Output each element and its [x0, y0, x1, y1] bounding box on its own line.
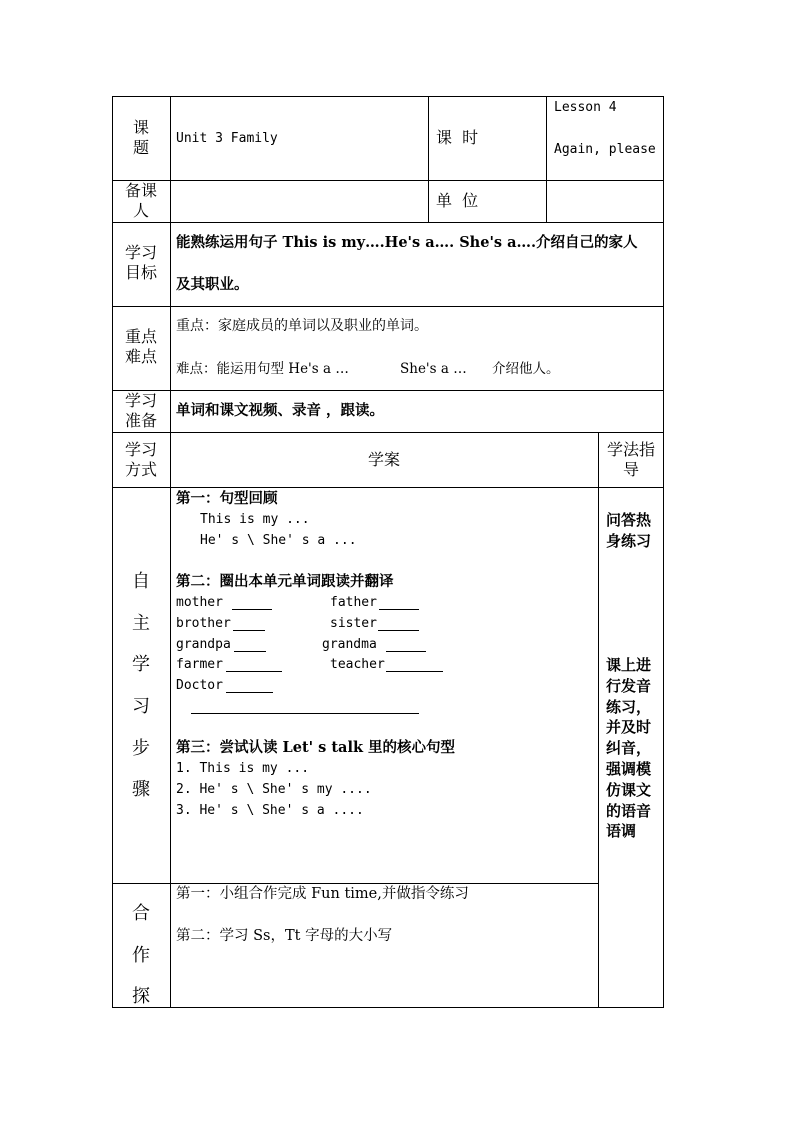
- ke-shi-label: 课 时: [436, 128, 479, 147]
- word-sister: sister: [330, 616, 377, 631]
- prep-label: 学习 准备: [124, 391, 157, 430]
- lesson-line2: Again, please: [554, 142, 656, 157]
- word-teacher: teacher: [330, 657, 385, 672]
- keypoints-label: 重点 难点: [124, 327, 157, 366]
- table-border-bottom: [112, 1007, 664, 1008]
- word-mother: mother: [176, 595, 223, 610]
- row-line-5: [112, 432, 664, 433]
- col-line-label: [170, 96, 171, 1008]
- row-line-1: [112, 180, 664, 181]
- row-line-6: [112, 487, 664, 488]
- row-line-2: [112, 222, 664, 223]
- blank-mother[interactable]: [232, 609, 272, 610]
- cooperate-char-2: 作: [132, 945, 150, 966]
- word-farmer: farmer: [176, 657, 223, 672]
- word-grandma: grandma: [322, 637, 377, 652]
- table-border-left: [112, 96, 113, 1008]
- cooperate-line1: 第一：小组合作完成 Fun time,并做指令练习: [176, 886, 469, 902]
- step1-line2: He' s \ She' s a ...: [200, 533, 357, 548]
- goal-line2: 及其职业。: [176, 276, 249, 293]
- step2-title: 第二：圈出本单元单词跟读并翻译: [176, 573, 394, 590]
- goal-label: 学习 目标: [124, 243, 157, 282]
- blank-brother[interactable]: [233, 630, 265, 631]
- keypoints-zhongdian: 重点：家庭成员的单词以及职业的单词。: [176, 318, 428, 334]
- blank-teacher[interactable]: [386, 671, 443, 672]
- mode-label: 学习 方式: [124, 440, 157, 479]
- blank-grandpa[interactable]: [234, 651, 266, 652]
- col-line-mid: [428, 96, 429, 222]
- word-father: father: [330, 595, 377, 610]
- cooperate-char-1: 合: [132, 903, 150, 924]
- step1-title: 第一：句型回顾: [176, 490, 278, 507]
- self-study-char-6: 骤: [132, 779, 150, 800]
- self-study-char-5: 步: [132, 738, 150, 759]
- lesson-line1: Lesson 4: [554, 100, 617, 115]
- cooperate-char-3: 探: [132, 986, 150, 1007]
- unit-title: Unit 3 Family: [176, 131, 278, 146]
- table-border-top: [112, 96, 664, 97]
- word-grandpa: grandpa: [176, 637, 231, 652]
- blank-sister[interactable]: [378, 630, 419, 631]
- step3-item-2: 2. He' s \ She' s my ....: [176, 782, 372, 797]
- self-study-char-3: 学: [132, 654, 150, 675]
- bei-ke-ren-label: 备课 人: [124, 181, 157, 220]
- step3-item-3: 3. He' s \ She' s a ....: [176, 803, 364, 818]
- blank-father[interactable]: [379, 609, 419, 610]
- prep-text: 单词和课文视频、录音 ，跟读。: [176, 402, 385, 419]
- guide-pronunciation: 课上进 行发音 练习， 并及时 纠音， 强调模 仿课文 的语音 语调: [606, 656, 652, 841]
- blank-farmer[interactable]: [226, 671, 282, 672]
- plan-label: 学案: [368, 450, 401, 469]
- step1-line1: This is my ...: [200, 512, 310, 527]
- word-doctor: Doctor: [176, 678, 223, 693]
- row-line-3: [112, 306, 664, 307]
- self-study-char-2: 主: [132, 613, 150, 634]
- keypoints-nandian-suffix: 介绍他人。: [492, 361, 560, 377]
- col-line-right: [546, 96, 547, 222]
- step3-title: 第三：尝试认读 Let' s talk 里的核心句型: [176, 739, 456, 756]
- keypoints-nandian-mid: She's a …: [400, 361, 467, 377]
- step3-item-1: 1. This is my ...: [176, 761, 310, 776]
- table-border-right: [663, 96, 664, 1008]
- self-study-char-1: 自: [132, 571, 150, 592]
- col-line-guide: [598, 432, 599, 1008]
- goal-line1: 能熟练运用句子 This is my….He's a…. She's a….介绍自己的家人: [176, 234, 638, 251]
- blank-grandma[interactable]: [386, 651, 426, 652]
- self-study-char-4: 习: [132, 696, 150, 717]
- method-label: 学法指 导: [606, 440, 655, 479]
- row-line-4: [112, 390, 664, 391]
- word-brother: brother: [176, 616, 231, 631]
- cooperate-line2: 第二：学习 Ss，Tt 字母的大小写: [176, 928, 393, 944]
- keypoints-nandian-prefix: 难点：能运用句型 He's a …: [176, 361, 349, 377]
- ke-ti-label: 课 题: [132, 118, 149, 157]
- guide-warmup: 问答热 身练习: [606, 511, 652, 550]
- dan-wei-label: 单 位: [436, 191, 479, 210]
- blank-long[interactable]: [191, 713, 419, 714]
- blank-doctor[interactable]: [226, 692, 273, 693]
